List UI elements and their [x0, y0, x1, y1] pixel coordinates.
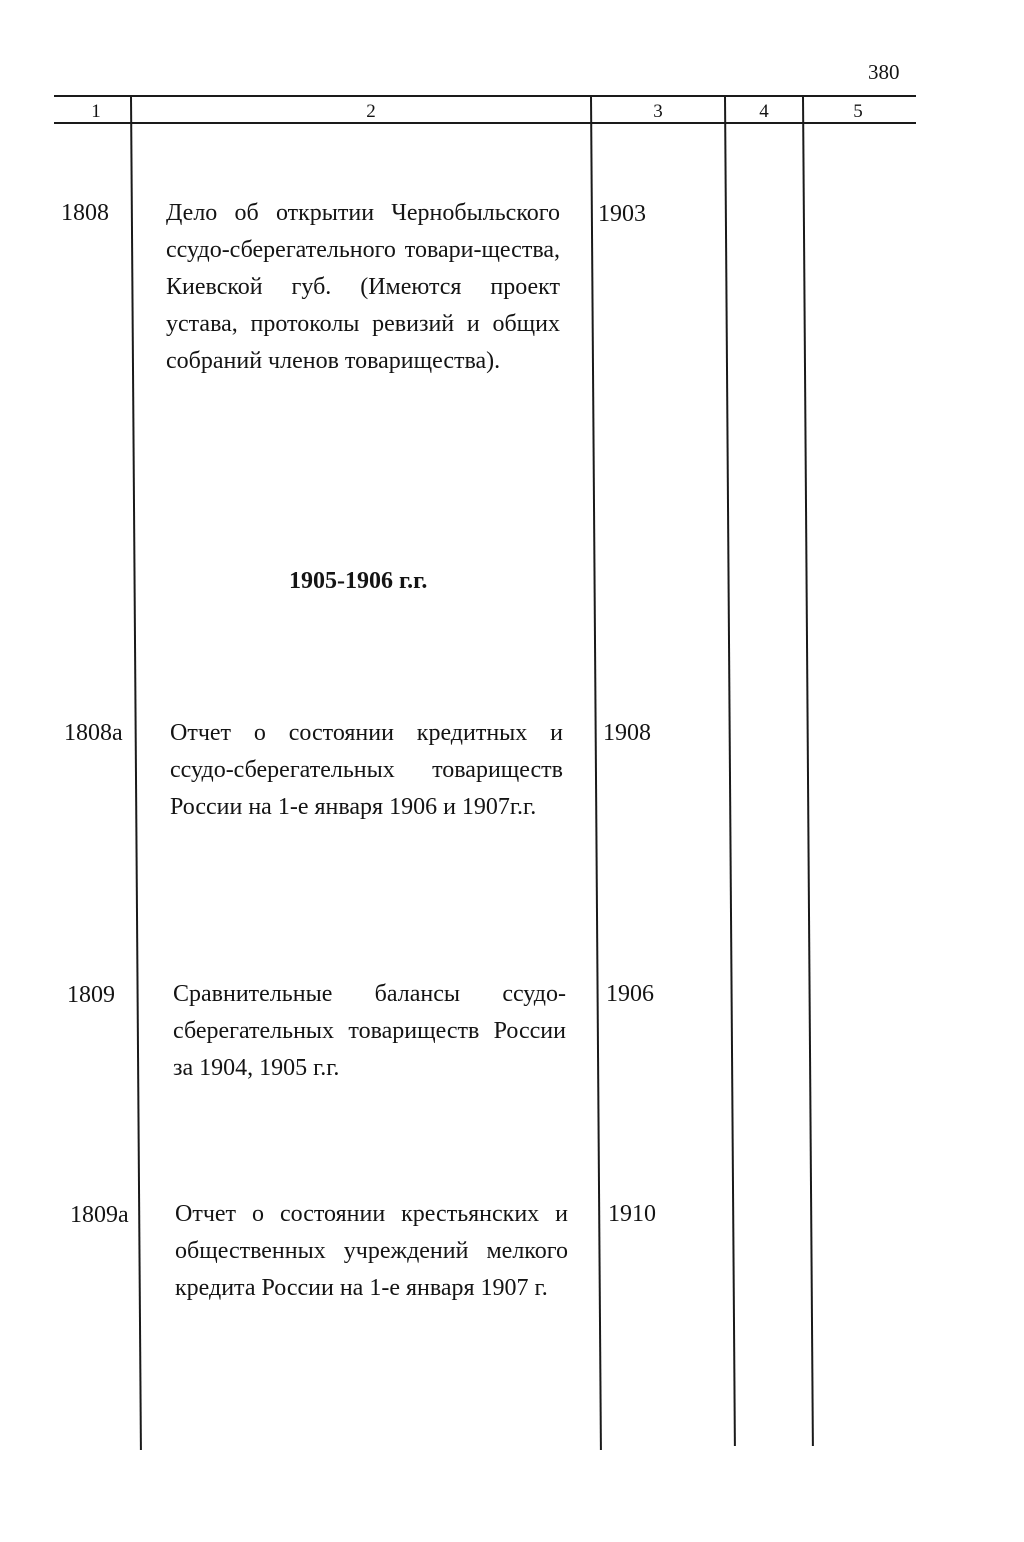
column-number-5: 5: [853, 101, 863, 122]
column-number-2: 2: [366, 101, 376, 122]
column-number-4: 4: [759, 101, 769, 122]
table-top-rule: [54, 95, 916, 97]
table-header-rule: [54, 122, 916, 124]
record-id: 1809: [67, 982, 115, 1008]
page-number: 380: [868, 60, 900, 84]
record-id: 1808а: [64, 720, 123, 746]
record-description: Дело об открытии Чернобыльского ссудо-сберегательного товари-щества, Киевской губ. (Имеются проект устава, протоколы ревизий и общих собраний членов товарищества).: [166, 200, 560, 374]
record-description: Отчет о состоянии крестьянских и общественных учреждений мелкого кредита России на 1-е января 1907 г.: [175, 1201, 568, 1301]
column-divider-4-5: [802, 96, 814, 1446]
section-heading: 1905-1906 г.г.: [289, 568, 428, 594]
record-description: Отчет о состоянии кредитных и ссудо-сберегательных товариществ России на 1-е января 1906 и 1907г.г.: [170, 720, 563, 820]
record-id: 1808: [61, 200, 109, 226]
column-number-1: 1: [91, 101, 101, 122]
record-year: 1906: [606, 981, 654, 1007]
column-divider-3-4: [724, 96, 736, 1446]
record-year: 1908: [603, 720, 651, 746]
column-divider-1-2: [130, 96, 142, 1450]
record-year: 1903: [598, 201, 646, 227]
record-id: 1809а: [70, 1202, 129, 1228]
column-divider-2-3: [590, 96, 602, 1450]
record-description: Сравнительные балансы ссудо-сберегательных товариществ России за 1904, 1905 г.г.: [173, 981, 566, 1081]
column-number-3: 3: [653, 101, 663, 122]
record-year: 1910: [608, 1201, 656, 1227]
